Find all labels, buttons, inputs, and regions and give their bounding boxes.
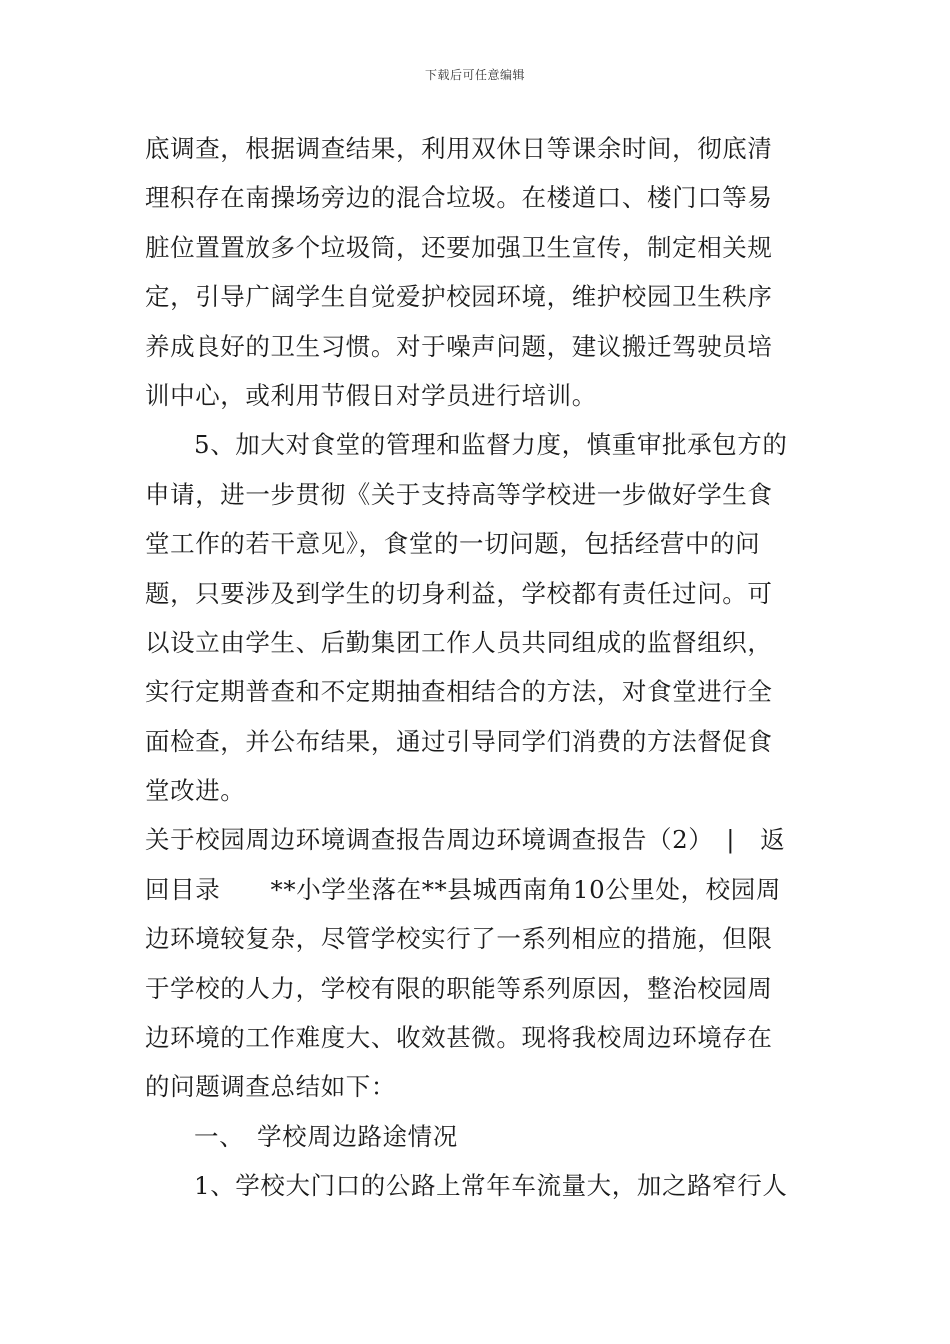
text-line: 边环境较复杂，尽管学校实行了一系列相应的措施，但限 <box>145 924 773 954</box>
subheading-line: 一、 学校周边路途情况 <box>194 1121 458 1151</box>
text-line: 堂改进。 <box>145 776 246 806</box>
paragraph-start-line: 5、加大对食堂的管理和监督力度，慎重审批承包方的 <box>194 430 788 460</box>
text-line: 底调查，根据调查结果，利用双休日等课余时间，彻底清 <box>145 134 773 163</box>
header-edit-note: 下载后可任意编辑 <box>424 68 525 82</box>
text-line: 面检查，并公布结果，通过引导同学们消费的方法督促食 <box>145 726 773 756</box>
text-line: 实行定期普查和不定期抽查相结合的方法，对食堂进行全 <box>145 677 773 707</box>
text-line: 回目录 **小学坐落在**县城西南角10公里处，校园周 <box>145 874 781 904</box>
text-line: 堂工作的若干意见》，食堂的一切问题，包括经营中的问 <box>145 529 761 559</box>
paragraph-start-line: 1、学校大门口的公路上常年车流量大，加之路窄行人 <box>194 1171 788 1201</box>
text-line: 的问题调查总结如下： <box>145 1072 396 1102</box>
text-line: 题，只要涉及到学生的切身利益，学校都有责任过问。可 <box>145 578 773 608</box>
text-line: 于学校的人力，学校有限的职能等系列原因，整治校园周 <box>145 973 773 1003</box>
section-title-line: 关于校园周边环境调查报告周边环境调查报告（2） | 返 <box>145 825 786 855</box>
text-line: 定，引导广阔学生自觉爱护校园环境，维护校园卫生秩序 <box>145 282 773 312</box>
document-body <box>145 124 805 1211</box>
text-line: 申请，进一步贯彻《关于支持高等学校进一步做好学生食 <box>145 479 773 509</box>
text-line: 以设立由学生、后勤集团工作人员共同组成的监督组织， <box>145 627 773 657</box>
text-line: 训中心，或利用节假日对学员进行培训。 <box>145 380 597 410</box>
text-line: 理积存在南操场旁边的混合垃圾。在楼道口、楼门口等易 <box>145 183 773 213</box>
text-line: 脏位置置放多个垃圾筒，还要加强卫生宣传，制定相关规 <box>145 232 773 262</box>
text-line: 养成良好的卫生习惯。对于噪声问题，建议搬迁驾驶员培 <box>145 331 773 361</box>
text-line: 边环境的工作难度大、收效甚微。现将我校周边环境存在 <box>145 1023 773 1053</box>
